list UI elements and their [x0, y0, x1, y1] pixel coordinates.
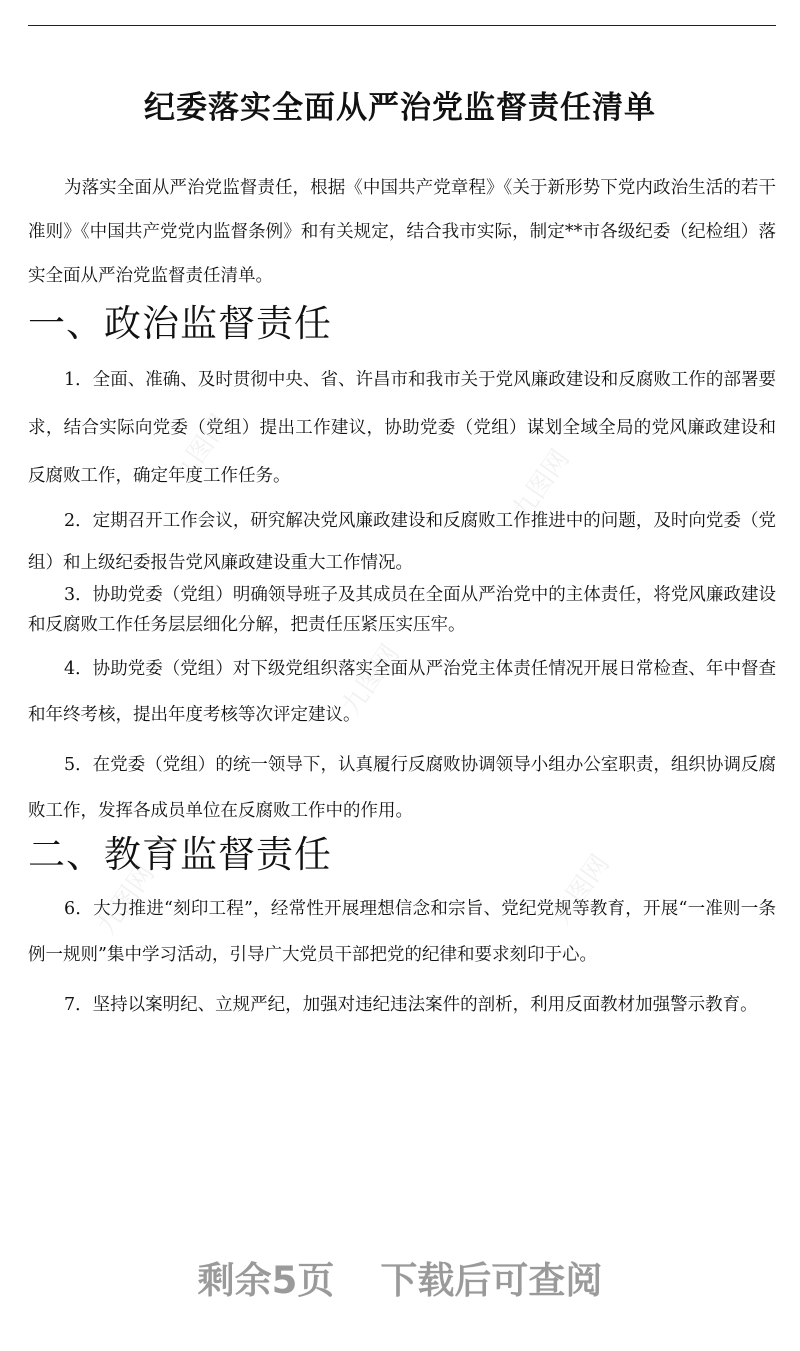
list-item: 6．大力推进“刻印工程”，经常性开展理想信念和宗旨、党纪党规等教育，开展“一准则一条例一规则”集中学习活动，引导广大党员干部把党的纪律和要求刻印于心。 — [28, 899, 776, 965]
remaining-pages-banner — [0, 1250, 800, 1304]
watermark-text: 九图网 — [336, 639, 406, 721]
list-item: 2．定期召开工作会议，研究解决党风廉政建设和反腐败工作推进中的问题，及时向党委（党组）和上级纪委报告党风廉政建设重大工作情况。 — [28, 511, 776, 573]
remaining-pages-label: 剩余5页 — [197, 1259, 335, 1302]
list-item: 3．协助党委（党组）明确领导班子及其成员在全面从严治党中的主体责任，将党风廉政建设和反腐败工作任务层层细化分解，把责任压紧压实压牢。 — [28, 585, 776, 635]
document-title: 纪委落实全面从严治党监督责任清单 — [144, 90, 656, 126]
list-item: 7．坚持以案明纪、立规严纪，加强对违纪违法案件的剖析，利用反面教材加强警示教育。 — [64, 995, 758, 1015]
section-heading-education: 二、教育监督责任 — [28, 833, 332, 876]
watermark-text: 九图网 — [546, 849, 616, 931]
watermark-text: 九图网 — [91, 859, 161, 941]
intro-paragraph: 为落实全面从严治党监督责任，根据《中国共产党章程》《关于新形势下党内政治生活的若干准则》《中国共产党党内监督条例》和有关规定，结合我市实际，制定**市各级纪委（纪检组）落实全面从严治党监督责任清单。 — [28, 178, 776, 286]
list-item: 1．全面、准确、及时贯彻中央、省、许昌市和我市关于党风廉政建设和反腐败工作的部署要求，结合实际向党委（党组）提出工作建议，协助党委（党组）谋划全域全局的党风廉政建设和反腐败工作，确定年度工作任务。 — [28, 370, 776, 486]
list-item: 5．在党委（党组）的统一领导下，认真履行反腐败协调领导小组办公室职责，组织协调反腐败工作，发挥各成员单位在反腐败工作中的作用。 — [28, 755, 776, 821]
watermark-text: 九图网 — [506, 444, 576, 526]
watermark-text: 九图网 — [166, 409, 236, 491]
section-heading-political: 一、政治监督责任 — [28, 302, 332, 345]
download-hint-label[interactable]: 下载后可查阅 — [380, 1259, 603, 1302]
header-rule — [28, 25, 776, 26]
list-item: 4．协助党委（党组）对下级党组织落实全面从严治党主体责任情况开展日常检查、年中督查和年终考核，提出年度考核等次评定建议。 — [28, 659, 776, 725]
